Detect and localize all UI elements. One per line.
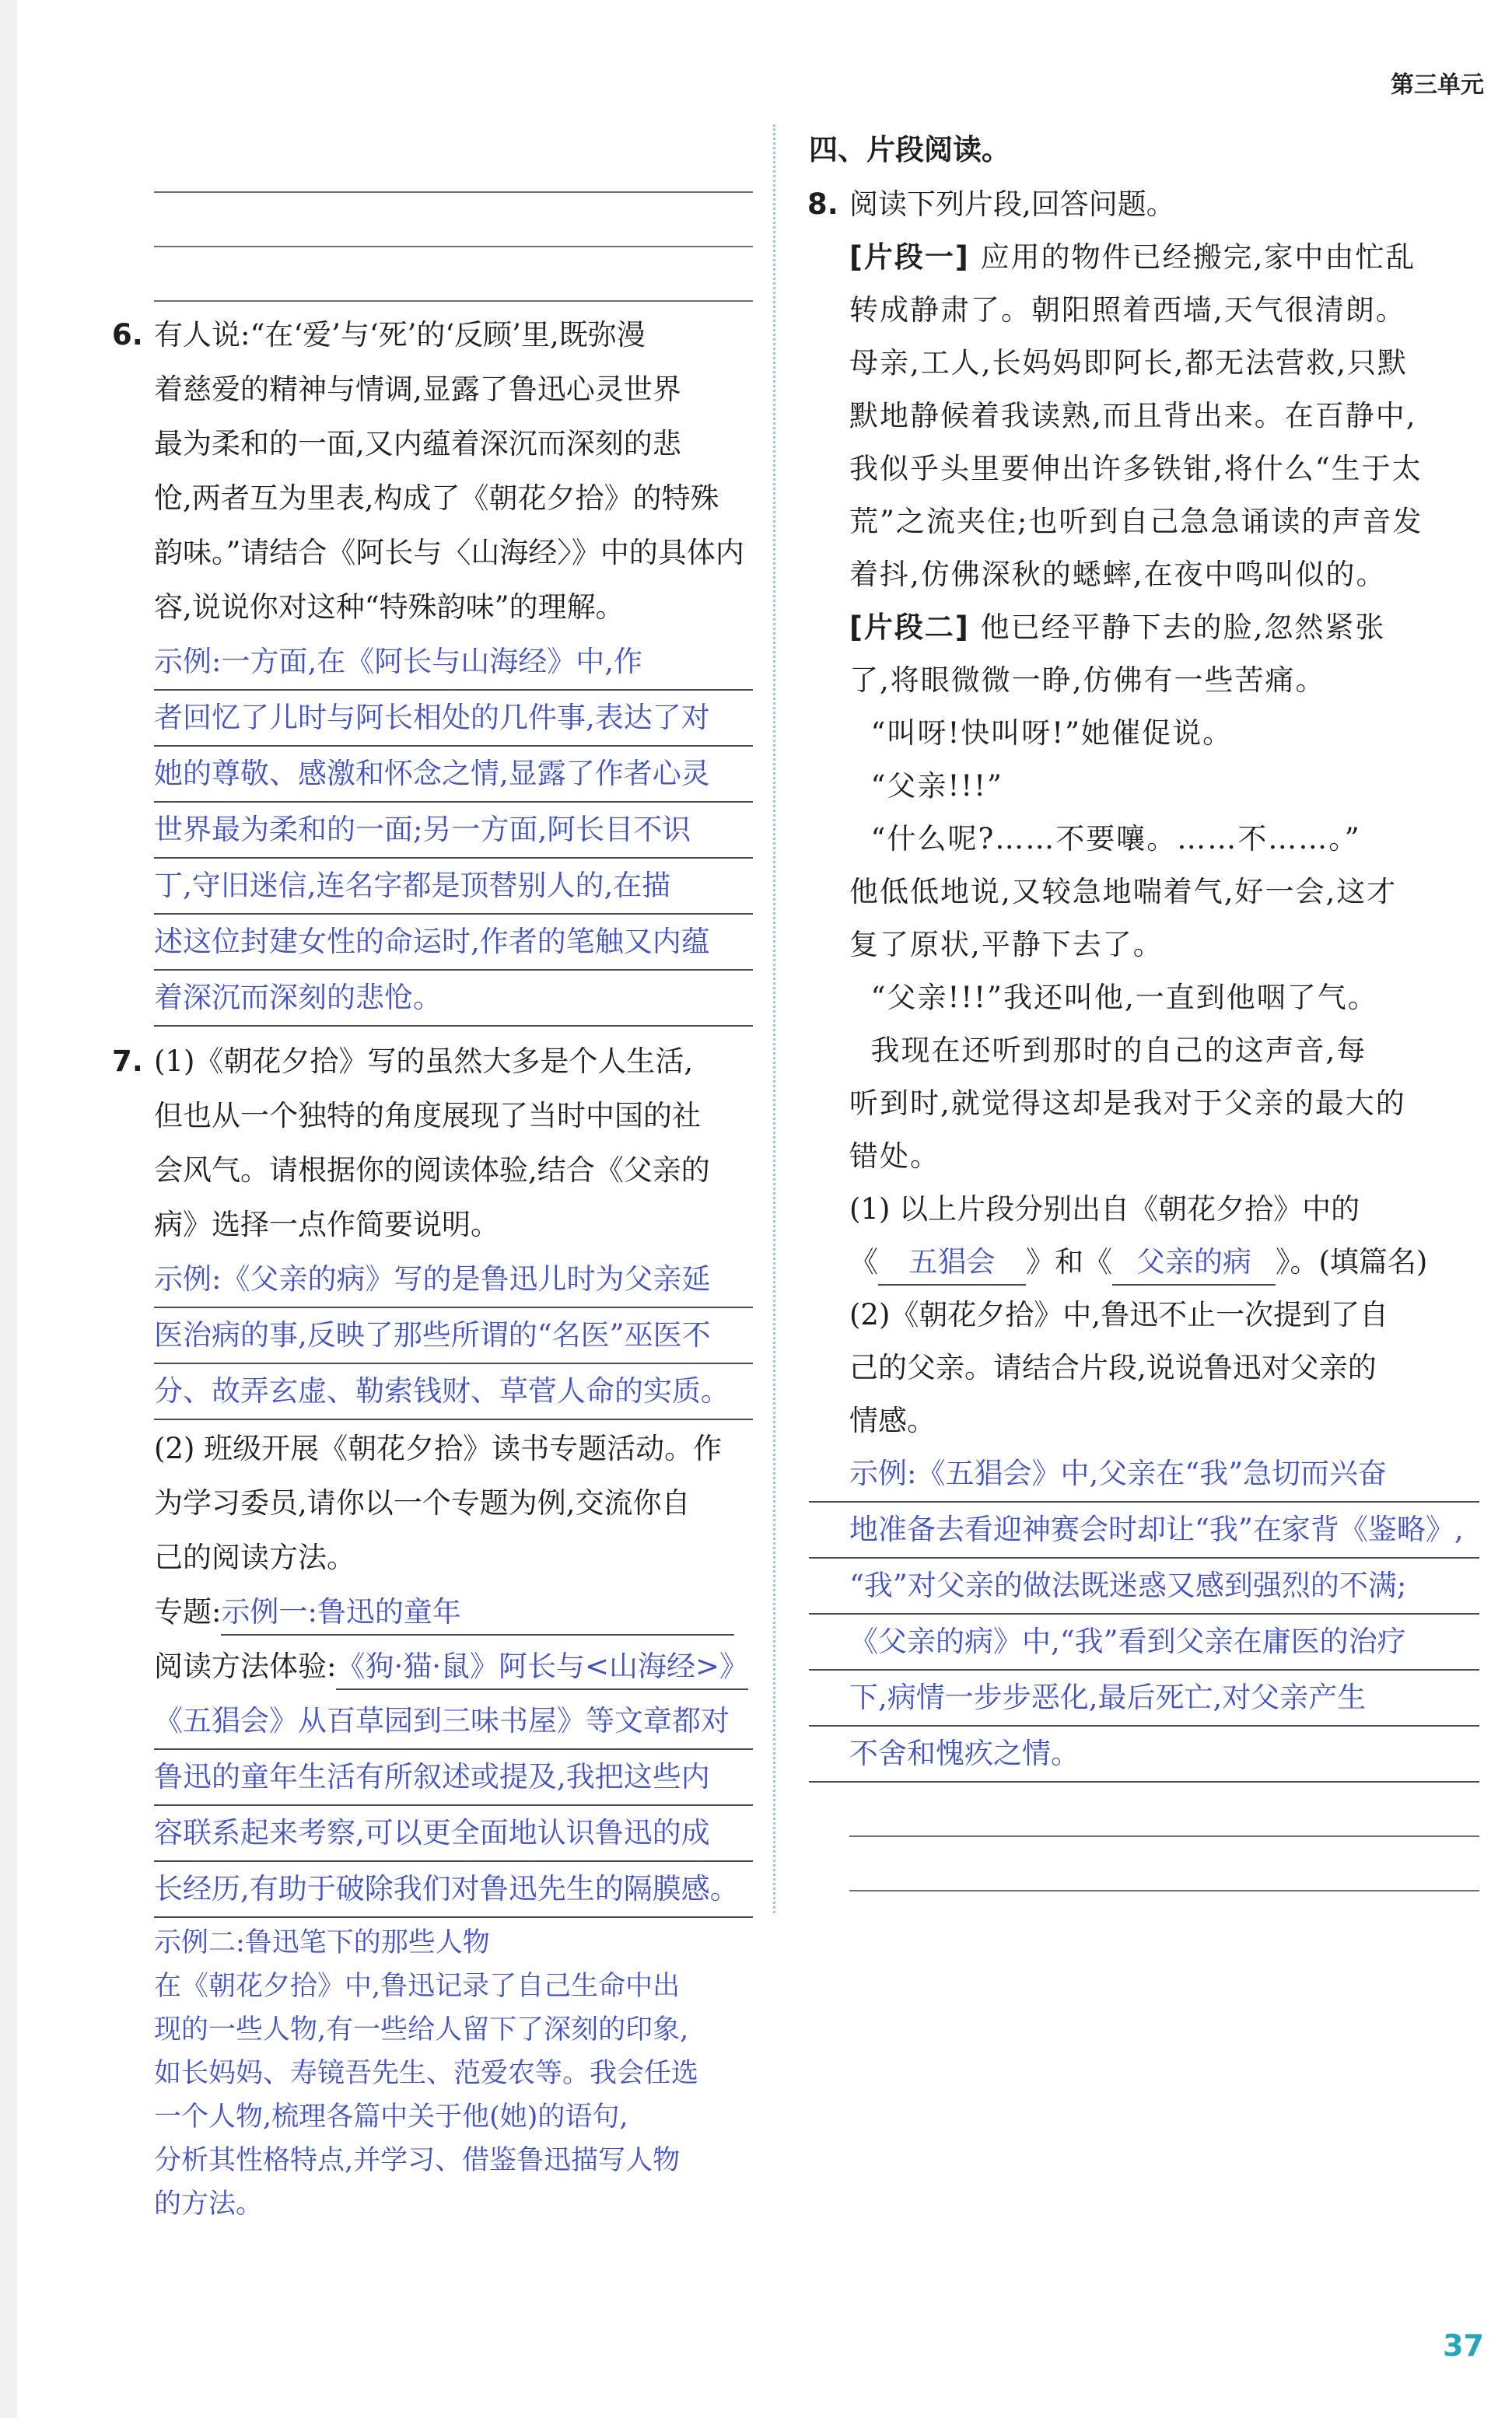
passage-line: 错处。 <box>849 1139 940 1173</box>
answer-blank-line[interactable] <box>154 247 753 302</box>
answer-line: 示例:《五猖会》中,父亲在“我”急切而兴奋 <box>809 1447 1479 1503</box>
question-7-line: 病》选择一点作简要说明。 <box>154 1208 499 1241</box>
passage-line: “什么呢?……不要嚷。……不……。” <box>849 822 1361 856</box>
method-row <box>154 1639 749 1694</box>
left-column <box>112 138 749 2226</box>
question-6-line: 6. 有人说:“在‘爱’与‘死’的‘反顾’里,既弥漫 <box>154 308 749 362</box>
passage-line: 我似乎头里要伸出许多铁钳,将什么“生于太 <box>849 452 1423 485</box>
answer-line: 地准备去看迎神赛会时却让“我”在家背《鉴略》, <box>809 1503 1479 1559</box>
unit-header: 第三单元 <box>1391 72 1484 99</box>
answer-line: 《五猖会》从百草园到三味书屋》等文章都对 <box>154 1694 753 1750</box>
question-8-intro: 8. 阅读下列片段,回答问题。 <box>849 177 1447 230</box>
answer-line: 下,病情一步步恶化,最后死亡,对父亲产生 <box>809 1671 1479 1727</box>
passage-line: 他低低地说,又较急地喘着气,好一会,这才 <box>849 875 1398 908</box>
example-two-line: 如长妈妈、寿镜吾先生、范爱农等。我会任选 <box>154 2058 699 2089</box>
subquestion-1: (1) 以上片段分别出自《朝花夕拾》中的 <box>849 1192 1360 1226</box>
answer-line: 世界最为柔和的一面;另一方面,阿长目不识 <box>154 803 753 859</box>
question-number: 6. <box>112 318 143 352</box>
passage-line: “父亲!!!” <box>849 769 1003 803</box>
question-6 <box>112 308 749 1027</box>
question-7-line: 己的阅读方法。 <box>154 1541 355 1574</box>
answer-line: 着深沉而深刻的悲怆。 <box>154 971 753 1027</box>
page-number: 37 <box>1443 2329 1484 2363</box>
passage-two-label: [片段二] <box>849 611 970 644</box>
question-7 <box>112 1034 749 2226</box>
question-7-line: 但也从一个独特的角度展现了当时中国的社 <box>154 1099 701 1132</box>
example-two-line: 一个人物,梳理各篇中关于他(她)的语句, <box>154 2101 628 2133</box>
title-blank-2[interactable]: 父亲的病 <box>1112 1240 1276 1286</box>
answer-line: 者回忆了儿时与阿长相处的几件事,表达了对 <box>154 691 753 747</box>
method-answer-first[interactable]: 《狗·猫·鼠》阿长与<山海经>》 <box>336 1645 748 1690</box>
right-column <box>807 123 1464 1891</box>
question-6-line: 最为柔和的一面,又内蕴着深沉而深刻的悲 <box>154 427 681 460</box>
question-7-line: 会风气。请根据你的阅读体验,结合《父亲的 <box>154 1153 710 1187</box>
passage-line: 荒”之流夹住;也听到自己急急诵读的声音发 <box>849 505 1423 538</box>
example-two-line: 分析其性格特点,并学习、借鉴鲁迅描写人物 <box>154 2145 681 2176</box>
title-blank-1[interactable]: 五猖会 <box>878 1240 1026 1286</box>
passage-one-label: [片段一] <box>849 240 970 274</box>
passage-line: 默地静候着我读熟,而且背出来。在百静中, <box>849 399 1417 432</box>
question-6-line: 容,说说你对这种“特殊韵味”的理解。 <box>154 590 625 624</box>
answer-blank-line[interactable] <box>154 193 753 247</box>
page-edge-shadow <box>0 0 17 2418</box>
column-divider <box>773 124 775 1913</box>
question-6-line: 韵味。”请结合《阿长与〈山海经〉》中的具体内 <box>154 536 744 569</box>
answer-line: 丁,守旧迷信,连名字都是顶替别人的,在描 <box>154 859 753 915</box>
answer-line: 长经历,有助于破除我们对鲁迅先生的隔膜感。 <box>154 1862 753 1918</box>
answer-line: 述这位封建女性的命运时,作者的笔触又内蕴 <box>154 915 753 971</box>
answer-line: 她的尊敬、感激和怀念之情,显露了作者心灵 <box>154 747 753 803</box>
example-two-line: 的方法。 <box>154 2189 264 2220</box>
question-7-line: 为学习委员,请你以一个专题为例,交流你自 <box>154 1486 691 1520</box>
topic-label: 专题: <box>154 1595 222 1629</box>
passage-line: “叫呀!快叫呀!”她催促说。 <box>849 716 1234 750</box>
answer-line: 示例:一方面,在《阿长与山海经》中,作 <box>154 635 753 691</box>
example-two-line: 示例二:鲁迅笔下的那些人物 <box>154 1927 490 1958</box>
answer-blank-line[interactable] <box>849 1837 1479 1891</box>
section-title: 四、片段阅读。 <box>809 133 1010 166</box>
topic-answer[interactable]: 示例一:鲁迅的童年 <box>221 1590 734 1636</box>
answer-line: 《父亲的病》中,“我”看到父亲在庸医的治疗 <box>809 1615 1479 1671</box>
answer-blank-line[interactable] <box>849 1783 1479 1837</box>
passage-line: 着抖,仿佛深秋的蟋蟀,在夜中鸣叫似的。 <box>849 558 1387 591</box>
answer-line: 不舍和愧疚之情。 <box>809 1727 1479 1783</box>
question-7-line: (2) 班级开展《朝花夕拾》读书专题活动。作 <box>154 1432 723 1465</box>
question-6-line: 着慈爱的精神与情调,显露了鲁迅心灵世界 <box>154 373 681 406</box>
example-two-line: 在《朝花夕拾》中,鲁迅记录了自己生命中出 <box>154 1971 681 2002</box>
question-7-line: 7. (1)《朝花夕拾》写的虽然大多是个人生活, <box>154 1034 749 1089</box>
question-6-line: 怆,两者互为里表,构成了《朝花夕拾》的特殊 <box>154 481 719 515</box>
method-label: 阅读方法体验: <box>154 1650 337 1683</box>
passage-line: “父亲!!!”我还叫他,一直到他咽了气。 <box>849 981 1378 1014</box>
subquestion-2-line: (2)《朝花夕拾》中,鲁迅不止一次提到了自 <box>849 1298 1389 1331</box>
question-number: 7. <box>112 1045 143 1078</box>
passage-line: 复了原状,平静下去了。 <box>849 928 1164 961</box>
answer-blank-line[interactable] <box>154 138 753 193</box>
passage-line: [片段一] 应用的物件已经搬完,家中由忙乱 <box>849 240 1416 274</box>
question-8 <box>807 177 1464 1891</box>
answer-line: 鲁迅的童年生活有所叙述或提及,我把这些内 <box>154 1750 753 1806</box>
topic-row <box>154 1585 749 1639</box>
passage-line: 了,将眼微微一睁,仿佛有一些苦痛。 <box>849 663 1326 697</box>
answer-line: 医治病的事,反映了那些所谓的“名医”巫医不 <box>154 1308 753 1364</box>
subquestion-1-blanks: 《 五猖会 》和《 父亲的病 》。(填篇名) <box>849 1235 1447 1288</box>
passage-line: [片段二] 他已经平静下去的脸,忽然紧张 <box>849 611 1386 644</box>
answer-line: “我”对父亲的做法既迷惑又感到强烈的不满; <box>809 1559 1479 1615</box>
subquestion-2-line: 情感。 <box>849 1404 936 1437</box>
passage-line: 母亲,工人,长妈妈即阿长,都无法营救,只默 <box>849 346 1409 380</box>
answer-line: 容联系起来考察,可以更全面地认识鲁迅的成 <box>154 1806 753 1862</box>
question-number: 8. <box>807 187 838 221</box>
example-two-block <box>154 1921 749 2226</box>
passage-line: 听到时,就觉得这却是我对于父亲的最大的 <box>849 1087 1406 1120</box>
example-two-line: 现的一些人物,有一些给人留下了深刻的印象, <box>154 2014 689 2045</box>
passage-line: 我现在还听到那时的自己的这声音,每 <box>849 1034 1367 1067</box>
answer-line: 示例:《父亲的病》写的是鲁迅儿时为父亲延 <box>154 1252 753 1308</box>
subquestion-2-line: 己的父亲。请结合片段,说说鲁迅对父亲的 <box>849 1351 1377 1384</box>
passage-line: 转成静肃了。朝阳照着西墙,天气很清朗。 <box>849 293 1406 327</box>
answer-line: 分、故弄玄虚、勒索钱财、草菅人命的实质。 <box>154 1364 753 1420</box>
